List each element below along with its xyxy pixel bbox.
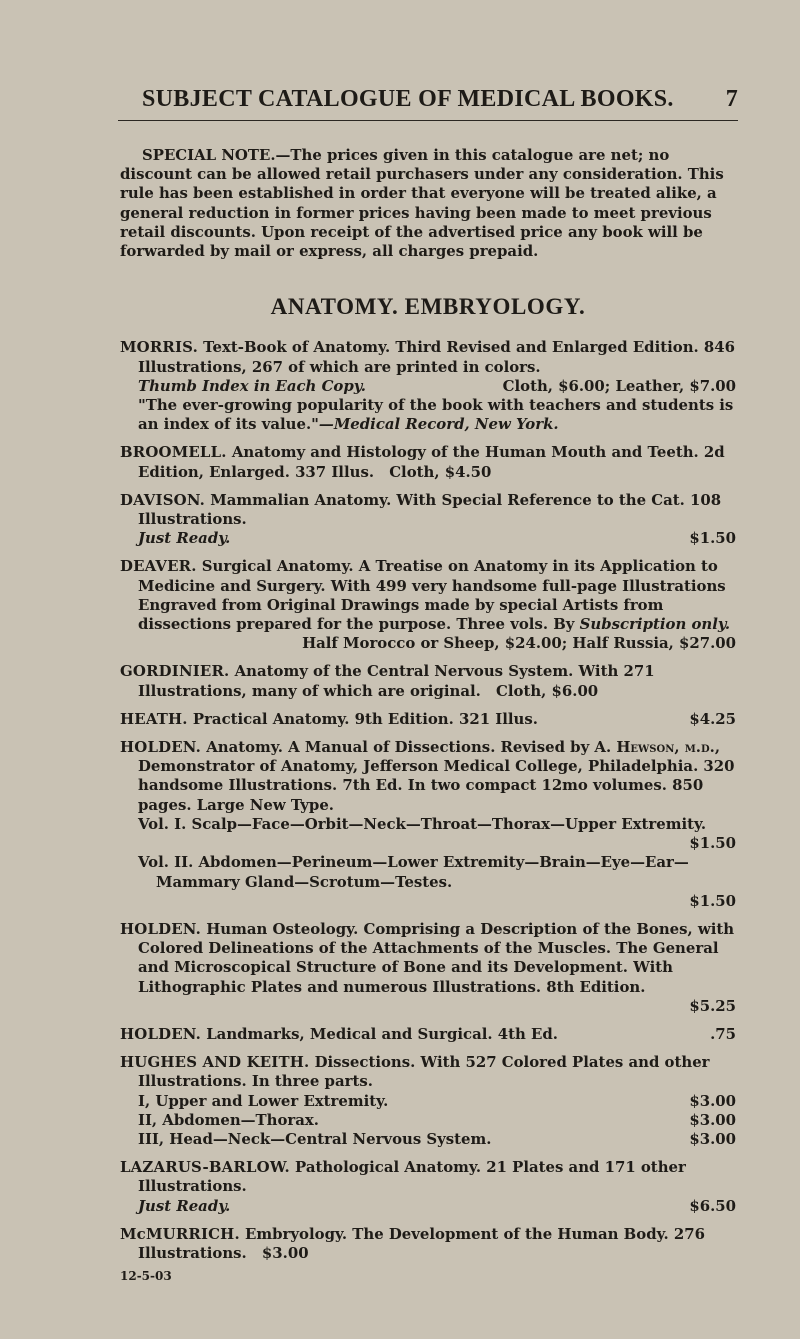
entry-hughes-keith	[120, 1053, 736, 1149]
entry-price: Cloth, $4.50	[389, 462, 492, 481]
header-rule	[118, 120, 738, 121]
entry-author: DEAVER.	[120, 557, 197, 576]
entry-mcmurrich	[120, 1225, 736, 1263]
entry-broomell	[120, 443, 736, 481]
entry-holden-osteology	[120, 920, 736, 1016]
entry-text: Text-Book of Anatomy. Third Revised and Enlarged Edition. 846 Illustrations, 267 of which are printed in colors.	[138, 338, 735, 376]
entry-text: Embryology. The Development of the Human Body. 276 Illustrations.	[138, 1224, 706, 1262]
volume-one: Vol. I. Scalp—Face—Orbit—Neck—Throat—Thorax—Upper Extremity.	[138, 814, 707, 833]
entry-price: $5.25	[689, 996, 736, 1015]
entry-lazarus-barlow	[120, 1158, 736, 1216]
page-number: 7	[725, 86, 738, 112]
entry-note: Just Ready.	[138, 529, 231, 548]
entry-text: Human Osteology. Comprising a Description of the Bones, with Colored Delineations of the Attachments of the Muscles. The General and Microscopical Structure of Bone and its Development. With Lithographic Plates and numerous Illustrations. 8th Edition.	[138, 919, 735, 996]
entry-gordinier	[120, 662, 736, 700]
entry-author: HEATH.	[120, 709, 188, 728]
entry-reviser: Hewson, m.d.,	[616, 738, 721, 757]
entry-author: BROOMELL.	[120, 443, 227, 462]
entry-text: Mammalian Anatomy. With Special Reference to the Cat. 108 Illustrations.	[138, 490, 722, 529]
entry-author: HOLDEN.	[120, 919, 202, 938]
entry-heath	[120, 710, 736, 729]
entry-price: Half Morocco or Sheep, $24.00; Half Russia, $27.00	[302, 634, 736, 653]
entry-author: McMURRICH.	[120, 1224, 240, 1243]
entry-holden-anatomy	[120, 738, 736, 911]
entry-text: Anatomy and Histology of the Human Mouth and Teeth. 2d Edition, Enlarged. 337 Illus.	[138, 443, 725, 481]
entry-text-continued: Demonstrator of Anatomy, Jefferson Medical College, Philadelphia. 320 handsome Illustrations. 7th Ed. In two compact 12mo volumes. 850 pages. Large New Type.	[138, 757, 735, 814]
entry-author: DAVISON.	[120, 490, 206, 509]
entry-price: Cloth, $6.00; Leather, $7.00	[502, 376, 736, 395]
entry-price: $3.00	[261, 1243, 309, 1262]
entry-author: MORRIS.	[120, 338, 198, 357]
special-note: SPECIAL NOTE.—The prices given in this catalogue are net; no discount can be allowed retail purchasers under any consideration. This rule has been established in order that everyone will be treated alike, a general reduction in former prices having been made to meet previous retail discounts. Upon receipt of the advertised price any book will be forwarded by mail or express, all charges prepaid.	[120, 146, 724, 261]
entry-price: .75	[710, 1024, 736, 1043]
part-row	[120, 1130, 736, 1149]
entry-text: Dissections. With 527 Colored Plates and other Illustrations. In three parts.	[138, 1053, 710, 1091]
entry-morris	[120, 338, 736, 434]
entry-note: Just Ready.	[138, 1196, 231, 1215]
part-price: $3.00	[689, 1110, 736, 1129]
entry-holden-landmarks	[120, 1025, 736, 1044]
entry-price: Cloth, $6.00	[496, 681, 599, 700]
volume-two: Vol. II. Abdomen—Perineum—Lower Extremity—Brain—Eye—Ear—Mammary Gland—Scrotum—Testes.	[138, 853, 689, 891]
entry-text: Landmarks, Medical and Surgical. 4th Ed.	[206, 1024, 558, 1043]
part-label: II, Abdomen—Thorax.	[138, 1110, 319, 1129]
part-label: I, Upper and Lower Extremity.	[138, 1091, 389, 1110]
entry-note: Thumb Index in Each Copy.	[138, 376, 366, 395]
entry-price: $6.50	[689, 1196, 736, 1215]
entry-author: HUGHES AND KEITH.	[120, 1053, 310, 1072]
entry-author: HOLDEN.	[120, 738, 202, 757]
entry-author: LAZARUS-BARLOW.	[120, 1158, 290, 1177]
entry-author: HOLDEN.	[120, 1024, 202, 1043]
entry-text: Anatomy. A Manual of Dissections. Revised by A.	[206, 738, 612, 757]
entry-text: Anatomy of the Central Nervous System. With 271 Illustrations, many of which are original.	[138, 662, 655, 700]
entry-deaver	[120, 557, 736, 653]
entry-author: GORDINIER.	[120, 662, 230, 681]
entry-text: Surgical Anatomy. A Treatise on Anatomy in its Application to Medicine and Surgery. With 499 very handsome full-page Illustrations Engraved from Original Drawings made by special Artists from dissections prepared for the purpose. Three vols. By	[138, 557, 726, 634]
entry-price: $1.50	[689, 529, 736, 548]
page-content	[120, 146, 736, 1286]
entry-davison	[120, 491, 736, 549]
entry-text: Pathological Anatomy. 21 Plates and 171 other Illustrations.	[138, 1158, 686, 1196]
entry-note: Subscription only.	[579, 615, 731, 634]
entry-quote: "The ever-growing popularity of the book with teachers and students is an index of its value."	[138, 396, 734, 434]
part-price: $3.00	[689, 1091, 736, 1110]
entry-price: $4.25	[689, 709, 736, 728]
part-row	[120, 1111, 736, 1130]
part-label: III, Head—Neck—Central Nervous System.	[138, 1129, 492, 1148]
volume-one-price: $1.50	[689, 834, 736, 853]
entry-text: Practical Anatomy. 9th Edition. 321 Illus.	[192, 709, 538, 728]
volume-two-price: $1.50	[689, 891, 736, 910]
section-title: ANATOMY. EMBRYOLOGY.	[270, 294, 586, 320]
header-title: SUBJECT CATALOGUE OF MEDICAL BOOKS.	[142, 86, 674, 112]
part-row	[120, 1092, 736, 1111]
print-code: 12-5-03	[120, 1269, 172, 1284]
entry-quote-source: —Medical Record, New York.	[318, 415, 559, 434]
part-price: $3.00	[689, 1129, 736, 1148]
